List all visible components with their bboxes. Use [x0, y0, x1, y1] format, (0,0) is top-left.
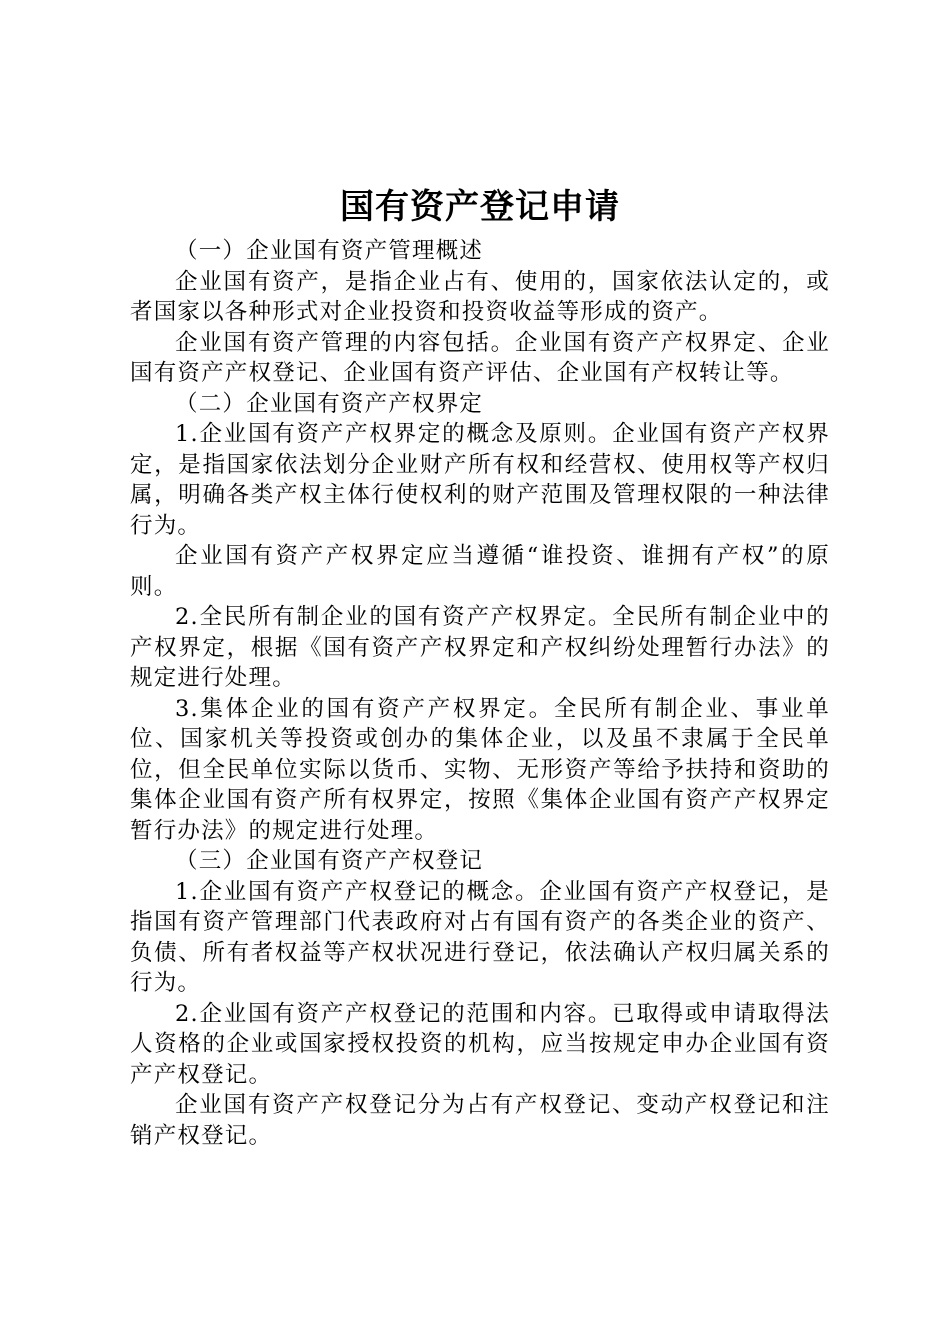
paragraph: 2.全民所有制企业的国有资产产权界定。全民所有制企业中的产权界定，根据《国有资产产权界定和产权纠纷处理暂行办法》的规定进行处理。	[130, 604, 830, 691]
section-heading-2: （二）企业国有资产产权界定	[175, 390, 484, 417]
section-heading-1: （一）企业国有资产管理概述	[175, 238, 484, 264]
paragraph: 企业国有资产，是指企业占有、使用的，国家依法认定的，或者国家以各种形式对企业投资和投资收益等形成的资产。	[130, 268, 830, 325]
paragraph: 企业国有资产产权界定应当遵循“谁投资、谁拥有产权”的原则。	[130, 543, 830, 600]
paragraph: 3.集体企业的国有资产产权界定。全民所有制企业、事业单位、国家机关等投资或创办的集体企业，以及虽不隶属于全民单位，但全民单位实际以货币、实物、无形资产等给予扶持和资助的集体企业国有资产所有权界定，按照《集体企业国有资产产权界定暂行办法》的规定进行处理。	[130, 695, 830, 844]
paragraph: 企业国有资产产权登记分为占有产权登记、变动产权登记和注销产权登记。	[130, 1092, 830, 1149]
paragraph: 1.企业国有资产产权界定的概念及原则。企业国有资产产权界定，是指国家依法划分企业财产所有权和经营权、使用权等产权归属，明确各类产权主体行使权利的财产范围及管理权限的一种法律行为。	[130, 421, 830, 539]
paragraph: 1.企业国有资产产权登记的概念。企业国有资产产权登记，是指国有资产管理部门代表政府对占有国有资产的各类企业的资产、负债、所有者权益等产权状况进行登记，依法确认产权归属关系的行为。	[130, 878, 830, 996]
paragraph: 2.企业国有资产产权登记的范围和内容。已取得或申请取得法人资格的企业或国家授权投资的机构，应当按规定申办企业国有资产产权登记。	[130, 1000, 830, 1088]
document-page	[130, 178, 830, 1151]
section-heading-3: （三）企业国有资产产权登记	[175, 848, 484, 874]
paragraph: 企业国有资产管理的内容包括。企业国有资产产权界定、企业国有资产产权登记、企业国有资产评估、企业国有产权转让等。	[130, 329, 830, 386]
document-title: 国有资产登记申请	[340, 187, 620, 227]
